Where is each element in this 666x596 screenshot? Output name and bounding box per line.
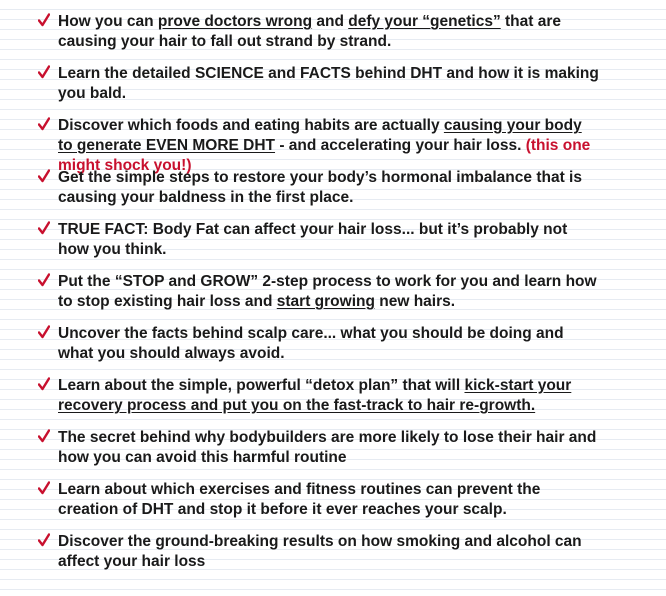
item-line <box>58 480 626 500</box>
text-segment: how you think. <box>58 241 167 258</box>
list-item <box>0 324 666 376</box>
text-segment: Put the “STOP and GROW” 2-step process to work for you and learn how <box>58 273 597 290</box>
list-item <box>0 376 666 428</box>
list-item <box>0 428 666 480</box>
item-line <box>58 168 626 188</box>
text-segment: and <box>312 13 349 30</box>
item-line <box>58 448 626 468</box>
red-checkmark-icon <box>38 117 50 131</box>
item-line <box>58 12 626 32</box>
item-line <box>58 428 626 448</box>
red-emphasis-text: might shock you!) <box>58 157 192 174</box>
underlined-phrase: causing your body <box>443 117 582 134</box>
list-item <box>0 64 666 116</box>
text-segment: you bald. <box>58 85 127 102</box>
list-item <box>0 480 666 532</box>
text-segment: what you should always avoid. <box>58 345 285 362</box>
underlined-phrase: start growing <box>276 293 375 310</box>
item-line <box>58 32 626 52</box>
text-segment: How you can <box>58 13 158 30</box>
item-line <box>58 376 626 396</box>
text-segment: Discover the ground-breaking results on how smoking and alcohol can <box>58 533 582 550</box>
list-item <box>0 12 666 64</box>
item-line <box>58 116 626 136</box>
list-item <box>0 116 666 174</box>
text-segment: Get the simple steps to restore your body’s hormonal imbalance that is <box>58 169 582 186</box>
text-segment: affect your hair loss <box>58 553 206 570</box>
item-line <box>58 240 626 260</box>
underlined-phrase: prove doctors wrong <box>157 13 313 30</box>
text-segment: Discover which foods and eating habits are actually <box>58 117 444 134</box>
item-line <box>58 532 626 552</box>
text-segment: Uncover the facts behind scalp care... what you should be doing and <box>58 325 564 342</box>
underlined-phrase: recovery process and put you on the fast-track to hair re-growth. <box>58 397 536 414</box>
text-segment: new hairs. <box>374 293 456 310</box>
item-line <box>58 220 626 240</box>
item-line <box>58 552 626 572</box>
red-checkmark-icon <box>38 429 50 443</box>
red-checkmark-icon <box>38 325 50 339</box>
red-checkmark-icon <box>38 221 50 235</box>
benefit-list <box>0 12 666 584</box>
list-item <box>0 272 666 324</box>
text-segment: how you can avoid this harmful routine <box>58 449 347 466</box>
underlined-phrase: kick-start your <box>464 377 572 394</box>
list-item <box>0 532 666 584</box>
item-line <box>58 136 626 156</box>
item-line <box>58 64 626 84</box>
red-checkmark-icon <box>38 273 50 287</box>
item-line <box>58 292 626 312</box>
red-checkmark-icon <box>38 65 50 79</box>
text-segment: creation of DHT and stop it before it ever reaches your scalp. <box>58 501 507 518</box>
text-segment: to stop existing hair loss and <box>58 293 277 310</box>
underlined-phrase: to generate EVEN MORE DHT <box>58 137 276 154</box>
list-item <box>0 168 666 220</box>
item-line <box>58 272 626 292</box>
text-segment: causing your hair to fall out strand by strand. <box>58 33 392 50</box>
underlined-phrase: defy your “genetics” <box>348 13 501 30</box>
text-segment: causing your baldness in the first place. <box>58 189 354 206</box>
text-segment: TRUE FACT: Body Fat can affect your hair loss... but it’s probably not <box>58 221 568 238</box>
text-segment: Learn the detailed SCIENCE and FACTS behind DHT and how it is making <box>58 65 599 82</box>
red-checkmark-icon <box>38 377 50 391</box>
red-checkmark-icon <box>38 533 50 547</box>
text-segment: - and accelerating your hair loss. <box>275 137 526 154</box>
item-line <box>58 84 626 104</box>
red-emphasis-text: (this one <box>525 137 591 154</box>
text-segment: Learn about which exercises and fitness routines can prevent the <box>58 481 541 498</box>
item-line <box>58 344 626 364</box>
text-segment: that are <box>500 13 562 30</box>
item-line <box>58 396 626 416</box>
item-line <box>58 188 626 208</box>
text-segment: Learn about the simple, powerful “detox plan” that will <box>58 377 465 394</box>
red-checkmark-icon <box>38 169 50 183</box>
list-item <box>0 220 666 272</box>
red-checkmark-icon <box>38 13 50 27</box>
red-checkmark-icon <box>38 481 50 495</box>
item-line <box>58 324 626 344</box>
text-segment: The secret behind why bodybuilders are more likely to lose their hair and <box>58 429 597 446</box>
item-line <box>58 500 626 520</box>
